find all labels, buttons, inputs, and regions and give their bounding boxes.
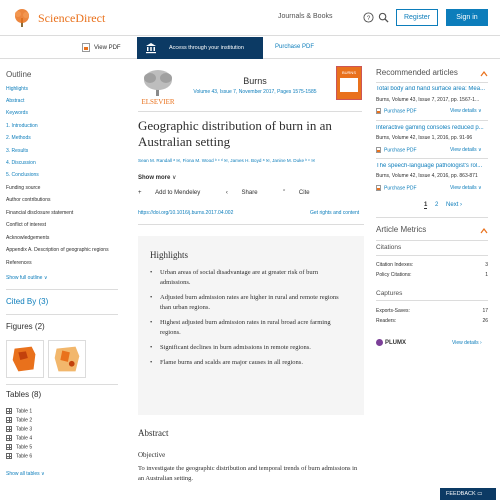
- purchase-pdf-label: Purchase PDF: [384, 147, 417, 154]
- table-icon: [6, 435, 12, 441]
- citation-indexes-row: [376, 262, 488, 268]
- outline-heading: Outline: [6, 70, 32, 79]
- author-list[interactable]: Sean M. Randall ᵃ ✉, Fiona M. Wood ᵇ ᶜ ᵈ ✉, James H. Boyd ᵃ ✉, Janine M. Duke ᵇ ᶜ ✉: [138, 158, 316, 163]
- help-icon[interactable]: [363, 12, 374, 23]
- svg-text:?: ?: [366, 14, 371, 22]
- cover-panel: [340, 78, 358, 92]
- pdf-icon: [376, 108, 381, 114]
- view-pdf-label: View PDF: [94, 45, 121, 52]
- chevron-down-icon: ∨: [43, 275, 48, 281]
- comment-icon: ▭: [477, 491, 483, 497]
- recommended-article-title[interactable]: Total body and hand surface area: Mea...: [376, 86, 486, 92]
- show-more-label: Show more: [138, 175, 171, 181]
- elsevier-logo[interactable]: [138, 68, 178, 106]
- table-link-6[interactable]: [6, 453, 32, 459]
- cite-button[interactable]: [283, 190, 321, 196]
- chevron-up-icon[interactable]: [480, 227, 488, 235]
- metric-value: 17: [482, 308, 488, 314]
- highlight-item: • Highest adjusted burn admission rates in rural broad acre farming regions.: [150, 318, 350, 338]
- captures-heading: Captures: [376, 290, 403, 297]
- view-details-label: View details: [450, 185, 477, 191]
- recommended-purchase-pdf[interactable]: [376, 147, 417, 153]
- table-label: Table 5: [16, 444, 33, 451]
- outline-item-references[interactable]: References: [6, 260, 32, 266]
- table-label: Table 3: [16, 426, 33, 433]
- outline-item-methods[interactable]: 2. Methods: [6, 135, 31, 141]
- next-page-link[interactable]: [446, 202, 462, 208]
- table-link-4[interactable]: [6, 435, 32, 441]
- institution-icon: [145, 42, 157, 54]
- figure-thumbnail-1[interactable]: [6, 340, 44, 378]
- policy-citations-row: [376, 272, 488, 278]
- abstract-heading: Abstract: [138, 428, 169, 438]
- metric-value: 1: [485, 272, 488, 278]
- recommended-purchase-pdf[interactable]: [376, 185, 417, 191]
- plumx-logo[interactable]: [376, 339, 406, 346]
- cite-label: Cite: [298, 190, 310, 196]
- table-icon: [6, 426, 12, 432]
- tables-heading: Tables (8): [6, 390, 42, 399]
- show-full-outline-link[interactable]: [6, 275, 47, 281]
- plumx-icon: [376, 339, 383, 346]
- outline-item-results[interactable]: 3. Results: [6, 148, 29, 154]
- journal-name[interactable]: Burns: [243, 76, 267, 86]
- recommended-article-source: Burns, Volume 43, Issue 7, 2017, pp. 1567-1...: [376, 97, 480, 103]
- page-link[interactable]: 2: [435, 202, 439, 208]
- objective-heading: Objective: [138, 451, 166, 459]
- article-title: Geographic distribution of burn in an Australian setting: [138, 118, 332, 149]
- citations-heading: Citations: [376, 244, 402, 251]
- divider: [376, 240, 488, 241]
- divider: [6, 314, 118, 315]
- metric-label: Policy Citations:: [376, 272, 412, 278]
- divider: [6, 289, 118, 290]
- table-label: Table 4: [16, 435, 33, 442]
- page-current[interactable]: 1: [424, 202, 428, 208]
- readers-row: [376, 318, 488, 324]
- sign-in-button[interactable]: Sign in: [446, 9, 488, 26]
- outline-item-appendix[interactable]: Appendix A. Description of geographic regions: [6, 247, 109, 253]
- journals-books-link[interactable]: Journals & Books: [278, 13, 333, 20]
- doi-link[interactable]: https://doi.org/10.1016/j.burns.2017.04.002: [138, 210, 234, 216]
- pdf-icon: [82, 43, 90, 52]
- recommended-view-details[interactable]: [450, 185, 482, 191]
- outline-item-acknowledgements[interactable]: Acknowledgements: [6, 235, 50, 241]
- recommended-article-source: Burns, Volume 42, Issue 1, 2016, pp. 91-96: [376, 135, 473, 141]
- table-label: Table 6: [16, 453, 33, 460]
- highlights-box: [138, 236, 364, 415]
- recommended-view-details[interactable]: [450, 147, 482, 153]
- brand-name[interactable]: ScienceDirect: [38, 11, 106, 25]
- recommended-pagination: [424, 202, 468, 208]
- article-actions: [138, 190, 334, 196]
- objective-text: To investigate the geographic distribution and temporal trends of burn admissions in an Australian setting.: [138, 465, 358, 482]
- metric-label: Readers:: [376, 318, 397, 324]
- highlight-item: • Adjusted burn admission rates are higher in rural and remote regions than urban regions.: [150, 293, 350, 313]
- divider: [138, 224, 364, 225]
- share-icon: ‹: [225, 190, 230, 196]
- highlight-item: • Urban areas of social disadvantage are at greater risk of burn admissions.: [150, 268, 350, 288]
- metric-label: Exports-Saves:: [376, 308, 410, 314]
- highlight-item: • Significant declines in burn admissions in remote regions.: [150, 343, 350, 353]
- outline-item-abstract[interactable]: Abstract: [6, 98, 25, 104]
- chevron-down-icon: ∨: [172, 175, 177, 181]
- outline-item-highlights[interactable]: Highlights: [6, 86, 28, 92]
- purchase-pdf-link[interactable]: Purchase PDF: [275, 44, 315, 50]
- purchase-pdf-label: Purchase PDF: [384, 108, 417, 115]
- view-pdf-button[interactable]: [82, 43, 121, 52]
- chevron-down-icon: ∨: [477, 147, 482, 153]
- table-label: Table 1: [16, 408, 33, 415]
- chevron-right-icon: ›: [460, 202, 463, 208]
- outline-item-financial[interactable]: Financial disclosure statement: [6, 210, 74, 216]
- plumx-label: PLUMX: [385, 340, 406, 347]
- cited-by-heading[interactable]: Cited By (3): [6, 297, 49, 306]
- exports-row: [376, 308, 488, 314]
- plus-icon: +: [138, 190, 144, 196]
- share-label: Share: [241, 190, 258, 196]
- highlight-item: • Flame burns and scalds are major causes in all regions.: [150, 358, 350, 368]
- recommended-view-details[interactable]: [450, 108, 482, 114]
- metric-label: Citation Indexes:: [376, 262, 414, 268]
- table-icon: [6, 417, 12, 423]
- access-institution-button[interactable]: Access through your institution: [137, 37, 263, 59]
- divider: [376, 300, 488, 301]
- pdf-icon: [376, 147, 381, 153]
- quote-icon: ”: [283, 190, 287, 196]
- journal-volume-info[interactable]: Volume 43, Issue 7, November 2017, Pages 1575-1585: [193, 89, 317, 95]
- divider: [376, 217, 488, 218]
- outline-item-keywords[interactable]: Keywords: [6, 110, 28, 116]
- recommended-heading: Recommended articles: [376, 68, 458, 77]
- recommended-article-title[interactable]: Interactive gaming consoles reduced p...: [376, 125, 484, 131]
- view-details-label: View details: [452, 340, 479, 346]
- metric-value: 3: [485, 262, 488, 268]
- feedback-button[interactable]: [440, 488, 496, 500]
- divider: [376, 255, 488, 256]
- show-all-tables-link[interactable]: [6, 471, 45, 477]
- feedback-label: FEEDBACK: [446, 491, 476, 497]
- add-mendeley-button[interactable]: [138, 190, 212, 196]
- next-label: Next: [446, 202, 459, 208]
- metric-value: 26: [482, 318, 488, 324]
- recommended-article-title[interactable]: The speech-language pathologist's rol...: [376, 163, 483, 169]
- outline-item-introduction[interactable]: 1. Introduction: [6, 123, 38, 129]
- highlights-heading: Highlights: [150, 250, 189, 260]
- divider: [138, 111, 362, 112]
- chevron-down-icon: ∨: [477, 108, 482, 114]
- svg-text:ELSEVIER: ELSEVIER: [141, 98, 175, 106]
- table-link-2[interactable]: [6, 417, 32, 423]
- outline-item-conflict[interactable]: Conflict of interest: [6, 222, 47, 228]
- chevron-down-icon: ∨: [41, 471, 45, 477]
- metrics-view-details[interactable]: [452, 340, 482, 346]
- show-full-outline-label: Show full outline: [6, 275, 43, 281]
- table-icon: [6, 408, 12, 414]
- outline-item-conclusions[interactable]: 5. Conclusions: [6, 172, 39, 178]
- divider: [6, 384, 118, 385]
- table-label: Table 2: [16, 417, 33, 424]
- show-all-tables-label: Show all tables: [6, 471, 40, 477]
- chevron-down-icon: ∨: [477, 185, 482, 191]
- show-more-button[interactable]: [138, 174, 176, 181]
- share-button[interactable]: [226, 190, 270, 196]
- article-metrics-heading: Article Metrics: [376, 225, 427, 234]
- outline-item-contributions[interactable]: Author contributions: [6, 197, 51, 203]
- table-link-1[interactable]: [6, 408, 32, 414]
- elsevier-tree-logo[interactable]: [12, 8, 32, 28]
- table-link-5[interactable]: [6, 444, 32, 450]
- pdf-icon: [376, 185, 381, 191]
- top-header: [0, 0, 500, 36]
- add-mendeley-label: Add to Mendeley: [155, 190, 201, 196]
- chevron-right-icon: ›: [479, 340, 482, 346]
- table-icon: [6, 453, 12, 459]
- journal-cover-title: BURNS: [341, 70, 356, 75]
- figures-heading: Figures (2): [6, 322, 45, 331]
- view-details-label: View details: [450, 147, 477, 153]
- divider: [376, 120, 488, 121]
- table-icon: [6, 444, 12, 450]
- article-toolbar: [0, 37, 500, 59]
- rights-link[interactable]: Get rights and content: [310, 210, 360, 216]
- outline-item-funding[interactable]: Funding source: [6, 185, 41, 191]
- purchase-pdf-label: Purchase PDF: [384, 185, 417, 192]
- divider: [376, 158, 488, 159]
- register-button[interactable]: Register: [396, 9, 438, 26]
- recommended-article-source: Burns, Volume 42, Issue 4, 2016, pp. 863-871: [376, 173, 478, 179]
- table-link-3[interactable]: [6, 426, 32, 432]
- figure-thumbnail-2[interactable]: [48, 340, 86, 378]
- view-details-label: View details: [450, 108, 477, 114]
- outline-item-discussion[interactable]: 4. Discussion: [6, 160, 36, 166]
- divider: [376, 82, 488, 83]
- search-icon[interactable]: [378, 12, 389, 23]
- journal-cover-image[interactable]: [336, 66, 362, 100]
- chevron-up-icon[interactable]: [480, 70, 488, 78]
- recommended-purchase-pdf[interactable]: [376, 108, 417, 114]
